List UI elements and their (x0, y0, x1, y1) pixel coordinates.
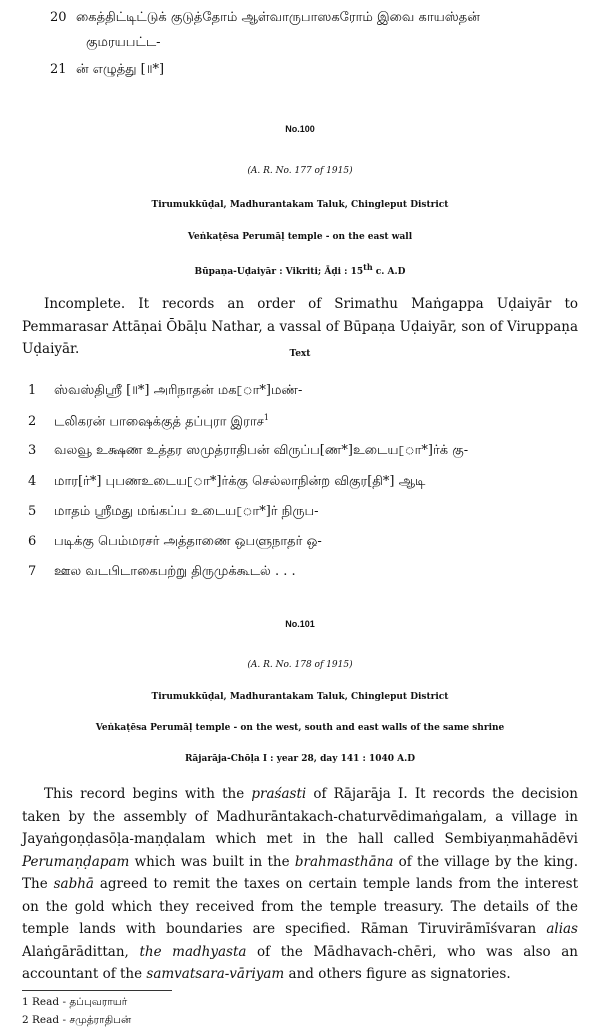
line-text: ன் எழுத்து [॥*] (76, 62, 165, 77)
line-number: 4 (28, 474, 37, 489)
footnote-2 (22, 1014, 131, 1027)
summary-text: of the Mādhavach-chēri, who was also an accountant of the (22, 943, 579, 982)
dynasty-heading-101: Rājarāja-Chōḷa I : year 28, day 141 : 1040 A.D (184, 754, 416, 764)
summary-text: which was built in the (129, 853, 295, 870)
dynasty-heading-100 (0, 262, 600, 277)
inscription-line (28, 474, 425, 490)
summary-italic: Perumaṇḍapam (22, 853, 130, 870)
footnote-divider (22, 990, 172, 991)
line-number: 7 (28, 564, 37, 579)
summary-italic: the madhyasta (139, 943, 247, 960)
summary-text: agreed to remit the taxes on certain temple lands from the interest on the gold which they received from the temple treasury. The details of the temple lands with boundaries are specified. Rāman Tiruvirāmīśvaran (22, 876, 578, 937)
location-heading-100: Tirumukkūḍal, Madhurantakam Taluk, Chingleput District (151, 200, 449, 210)
summary-text: Alaṅgārādittan, (22, 943, 140, 960)
footnote-label: 1 Read - (22, 996, 70, 1008)
inscription-line (28, 564, 296, 580)
line-number: 1 (28, 383, 37, 398)
inscription-line (28, 504, 319, 520)
line-text: வலவூ உக்ஷண உத்தர ஸமுத்ராதிபன் விருப்ப[ண*]உடைய[ா*]ர்க் கு- (54, 443, 469, 458)
line-text: கைத்திட்டிட்டுக் குடுத்தோம் ஆள்வாருபாஸகரோம் இவை காயஸ்தன் (76, 10, 480, 25)
line-text: டலிகரன் பாஷைக்குத் தப்புரா இராச (54, 414, 264, 430)
summary-italic: brahmasthāna (294, 853, 394, 870)
footnote-text: தப்புவராயர் (69, 996, 128, 1008)
inscription-number-101: No.101 (285, 619, 315, 629)
summary-text: of the village by the king. The (22, 853, 578, 892)
inscription-line-continuation: குமரயபட்ட- (86, 35, 161, 50)
dynasty-text: Būpaṇa-Uḍaiyār : Vikriti; Āḍi : 15 (194, 267, 364, 277)
inscription-line (28, 413, 269, 430)
ar-reference-100: (A. R. No. 177 of 1915) (247, 166, 353, 176)
line-number: 21 (50, 62, 67, 77)
location-heading-101: Tirumukkūḍal, Madhurantakam Taluk, Chingleput District (151, 692, 449, 702)
summary-italic: praśasti (251, 786, 307, 802)
summary-text: This record begins with the (44, 786, 252, 802)
summary-text: of Rājarāja I. It records the decision taken by the assembly of Madhurāntakach-chaturvēdimaṅgalam, a village in Jayaṅgoṇḍasōḷa-maṇḍalam which met in the hall called Sembiyaṇmahādēvi (22, 786, 578, 847)
line-number: 6 (28, 534, 37, 549)
dynasty-tail: c. A.D (372, 267, 406, 277)
inscription-line (28, 383, 302, 399)
ar-reference-101: (A. R. No. 178 of 1915) (247, 660, 353, 670)
line-number: 20 (50, 10, 67, 25)
text-heading: Text (289, 349, 311, 359)
inscription-number-100: No.100 (285, 124, 315, 134)
line-text: ஸ்வஸ்திஸ்ரீ [॥*] அரிநாதன் மக[ா*]மண்- (54, 383, 303, 398)
line-number: 3 (28, 443, 37, 458)
line-text: மாதம் ஸ்ரீமது மங்கப்ப உடைய[ா*]ர் நிருப- (54, 504, 319, 519)
line-text: ஊல வடபிடாகைபற்று திருமுக்கூடல் . . . (54, 564, 296, 579)
summary-italic: samvatsara-vāriyam (146, 966, 285, 982)
summary-paragraph-101 (22, 783, 578, 986)
line-number: 5 (28, 504, 37, 519)
footnote-1 (22, 996, 127, 1009)
inscription-line (50, 62, 164, 78)
summary-text: and others figure as signatories. (284, 966, 511, 982)
summary-text-100: Incomplete. It records an order of Srimathu Maṅgappa Uḍaiyār to Pemmarasar Attāṇai Ōbāḷu Nathar, a vassal of Būpaṇa Uḍaiyār, son of Viruppaṇa Uḍaiyār. (22, 296, 578, 357)
inscription-line (28, 534, 322, 550)
inscription-line (28, 443, 468, 459)
footnote-label: 2 Read - (22, 1014, 70, 1026)
dynasty-superscript: th (363, 262, 373, 272)
line-number: 2 (28, 414, 37, 430)
footnote-marker: 1 (263, 413, 269, 422)
line-text: மார[ர்*] புபணஉடைய[ா*]ர்க்கு செல்லாநின்ற விகுர[தி*] ஆடி (54, 474, 426, 489)
inscription-line (50, 10, 480, 26)
summary-italic: sabhā (53, 876, 94, 892)
summary-italic: alias (546, 921, 578, 937)
footnote-text: சமுத்ராதிபன் (69, 1014, 132, 1026)
temple-heading-101: Veṅkaṭēsa Perumāḷ temple - on the west, south and east walls of the same shrine (95, 723, 505, 733)
temple-heading-100: Veṅkaṭēsa Perumāḷ temple - on the east wall (187, 232, 413, 242)
line-text: படிக்கு பெம்மரசர் அத்தாணை ஒபளுநாதர் ஒ- (54, 534, 322, 549)
